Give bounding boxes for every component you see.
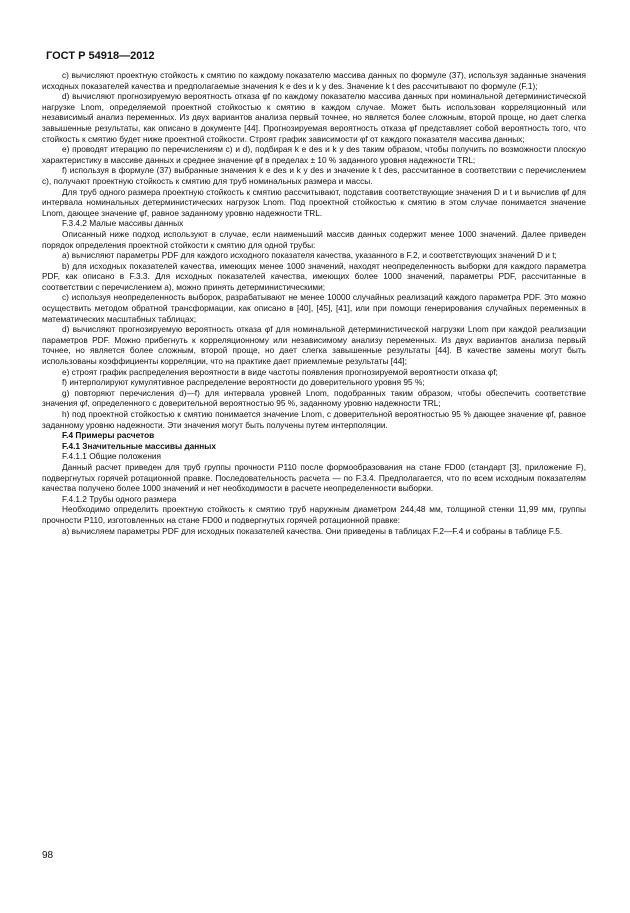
paragraph: Для труб одного размера проектную стойкость к смятию рассчитывают, подставив соответствующие значения D и t и вычислив φf для интервала номинальных детерминистических нагрузок Lnom. Под проектной стойкостью к смятию в этом случае понимается значение Lnom, дающее значение φf, равное заданному уровню надежности TRL. [42,186,586,218]
paragraph: d) вычисляют прогнозируемую вероятность отказа φf по каждому показателю массива данных при номинальной детерминистической нагрузке Lnom, определяемой проектной стойкостью к смятию в каждом случае. Может быть использован корреляционный или независимый анализ переменных. Из двух вариантов анализа первый точнее, но является более сложным, второй проще, но дает слегка завышенные результаты, как описано в документе [44]. Прогнозируемая вероятность отказа φf представляет собой вероятность того, что стойкость к смятию будет ниже проектной стойкости. Строят график зависимости φf от каждого показателя массива данных; [42,91,586,144]
paragraph: a) вычисляем параметры PDF для исходных показателей качества. Они приведены в таблицах F.2—F.4 и собраны в таблице F.5. [62,525,563,536]
paragraph: b) для исходных показателей качества, имеющих менее 1000 значений, находят неопределенность выборки для каждого параметра PDF, как описано в F.3.3. Для исходных показателей качества, имеющих более 1000 значений, параметры PDF, рассчитанные в соответствии с перечислением a), можно принять детерминистическими; [42,260,586,292]
paragraph: Описанный ниже подход используют в случае, если наименьший массив данных содержит менее 1000 значений. Далее приведен порядок определения проектной стойкости к смятию для одной трубы: [42,228,586,250]
page-number: 98 [42,850,54,861]
paragraph: c) вычисляют проектную стойкость к смятию по каждому показателю массива данных по формуле (37), используя заданные значения исходных показателей качества и предполагаемые значения k e des и k y des. Значение k t des рассчитывают по формуле (F.1); [42,70,586,91]
paragraph: g) повторяют перечисления d)—f) для интервала уровней Lnom, подобранных таким образом, чтобы обеспечить соответствие значения φf, определенного с доверительной вероятностью 95 %, заданному уровню надежности TRL; [42,387,586,409]
paragraph: Данный расчет приведен для труб группы прочности P110 после формообразования на стане FD00 (стандарт [3], приложение F), подвергнутых горячей ротационной правке. Последовательность расчета — по F.3.4. Предполагается, что по всем исходным показателям качества получено более 1000 значений и нет необходимости в расчете неопределенности выборки. [42,461,586,494]
page-body [42,70,586,536]
section-heading-f3-4-2: F.3.4.2 Малые массивы данных [62,218,184,229]
section-heading-f4-1: F.4.1 Значительные массивы данных [62,440,216,451]
section-heading-f4: F.4 Примеры расчетов [62,430,155,441]
paragraph: d) вычисляют прогнозируемую вероятность отказа φf для номинальной детерминистической нагрузки Lnom при каждой реализации параметров PDF. Можно прибегнуть к корреляционному или независимому анализу переменных. Из двух вариантов анализа первый точнее, но является более сложным, второй проще, но дает слегка завышенные результаты [44]. В качестве замены могут быть использованы коэффициенты корреляции, что на практике дает приемлемые результаты [44]; [42,324,586,367]
paragraph: e) проводят итерацию по перечислениям c) и d), подбирая k e des и k y des таким образом, чтобы получить по возможности плоскую характеристику в массиве данных и среднее значение φf в пределах ± 10 % заданного уровня надежности TRL; [42,144,586,165]
document-header: ГОСТ Р 54918—2012 [46,50,155,62]
paragraph: e) строят график распределения вероятности в виде частоты появления прогнозируемой вероятности отказа φf; [62,366,498,377]
paragraph: f) используя в формуле (37) выбранные значения k e des и k y des и значение k t des, рассчитанное в соответствии с перечислением c), получают проектную стойкость к смятию для труб номинальных размера и массы. [42,165,586,186]
paragraph: c) используя неопределенность выборок, разрабатывают не менее 10000 случайных реализаций каждого параметра PDF. Это можно осуществить методом обратной трансформации, как описано в [40], [45], [41], или при помощи генерирования случайных переменных в математических масштабных таблицах; [42,292,586,324]
section-heading-f4-1-2: F.4.1.2 Трубы одного размера [62,493,177,504]
paragraph: h) под проектной стойкостью к смятию понимается значение Lnom, с доверительной вероятностью 95 % дающее значение φf, равное заданному уровню надежности. Эти значения могут быть получены путем интерполяции. [42,409,586,430]
paragraph: f) интерполируют кумулятивное распределение вероятности до доверительного уровня 95 %; [62,377,425,388]
paragraph: Необходимо определить проектную стойкость к смятию труб наружным диаметром 244,48 мм, толщиной стенки 11,99 мм, группы прочности P110, изготовленных на стане FD00 и подвергнутых горячей ротационной правке: [42,504,586,525]
section-heading-f4-1-1: F.4.1.1 Общие положения [62,451,162,462]
paragraph: a) вычисляют параметры PDF для каждого исходного показателя качества, указанного в F.2, и соответствующих значений D и t; [62,250,557,261]
